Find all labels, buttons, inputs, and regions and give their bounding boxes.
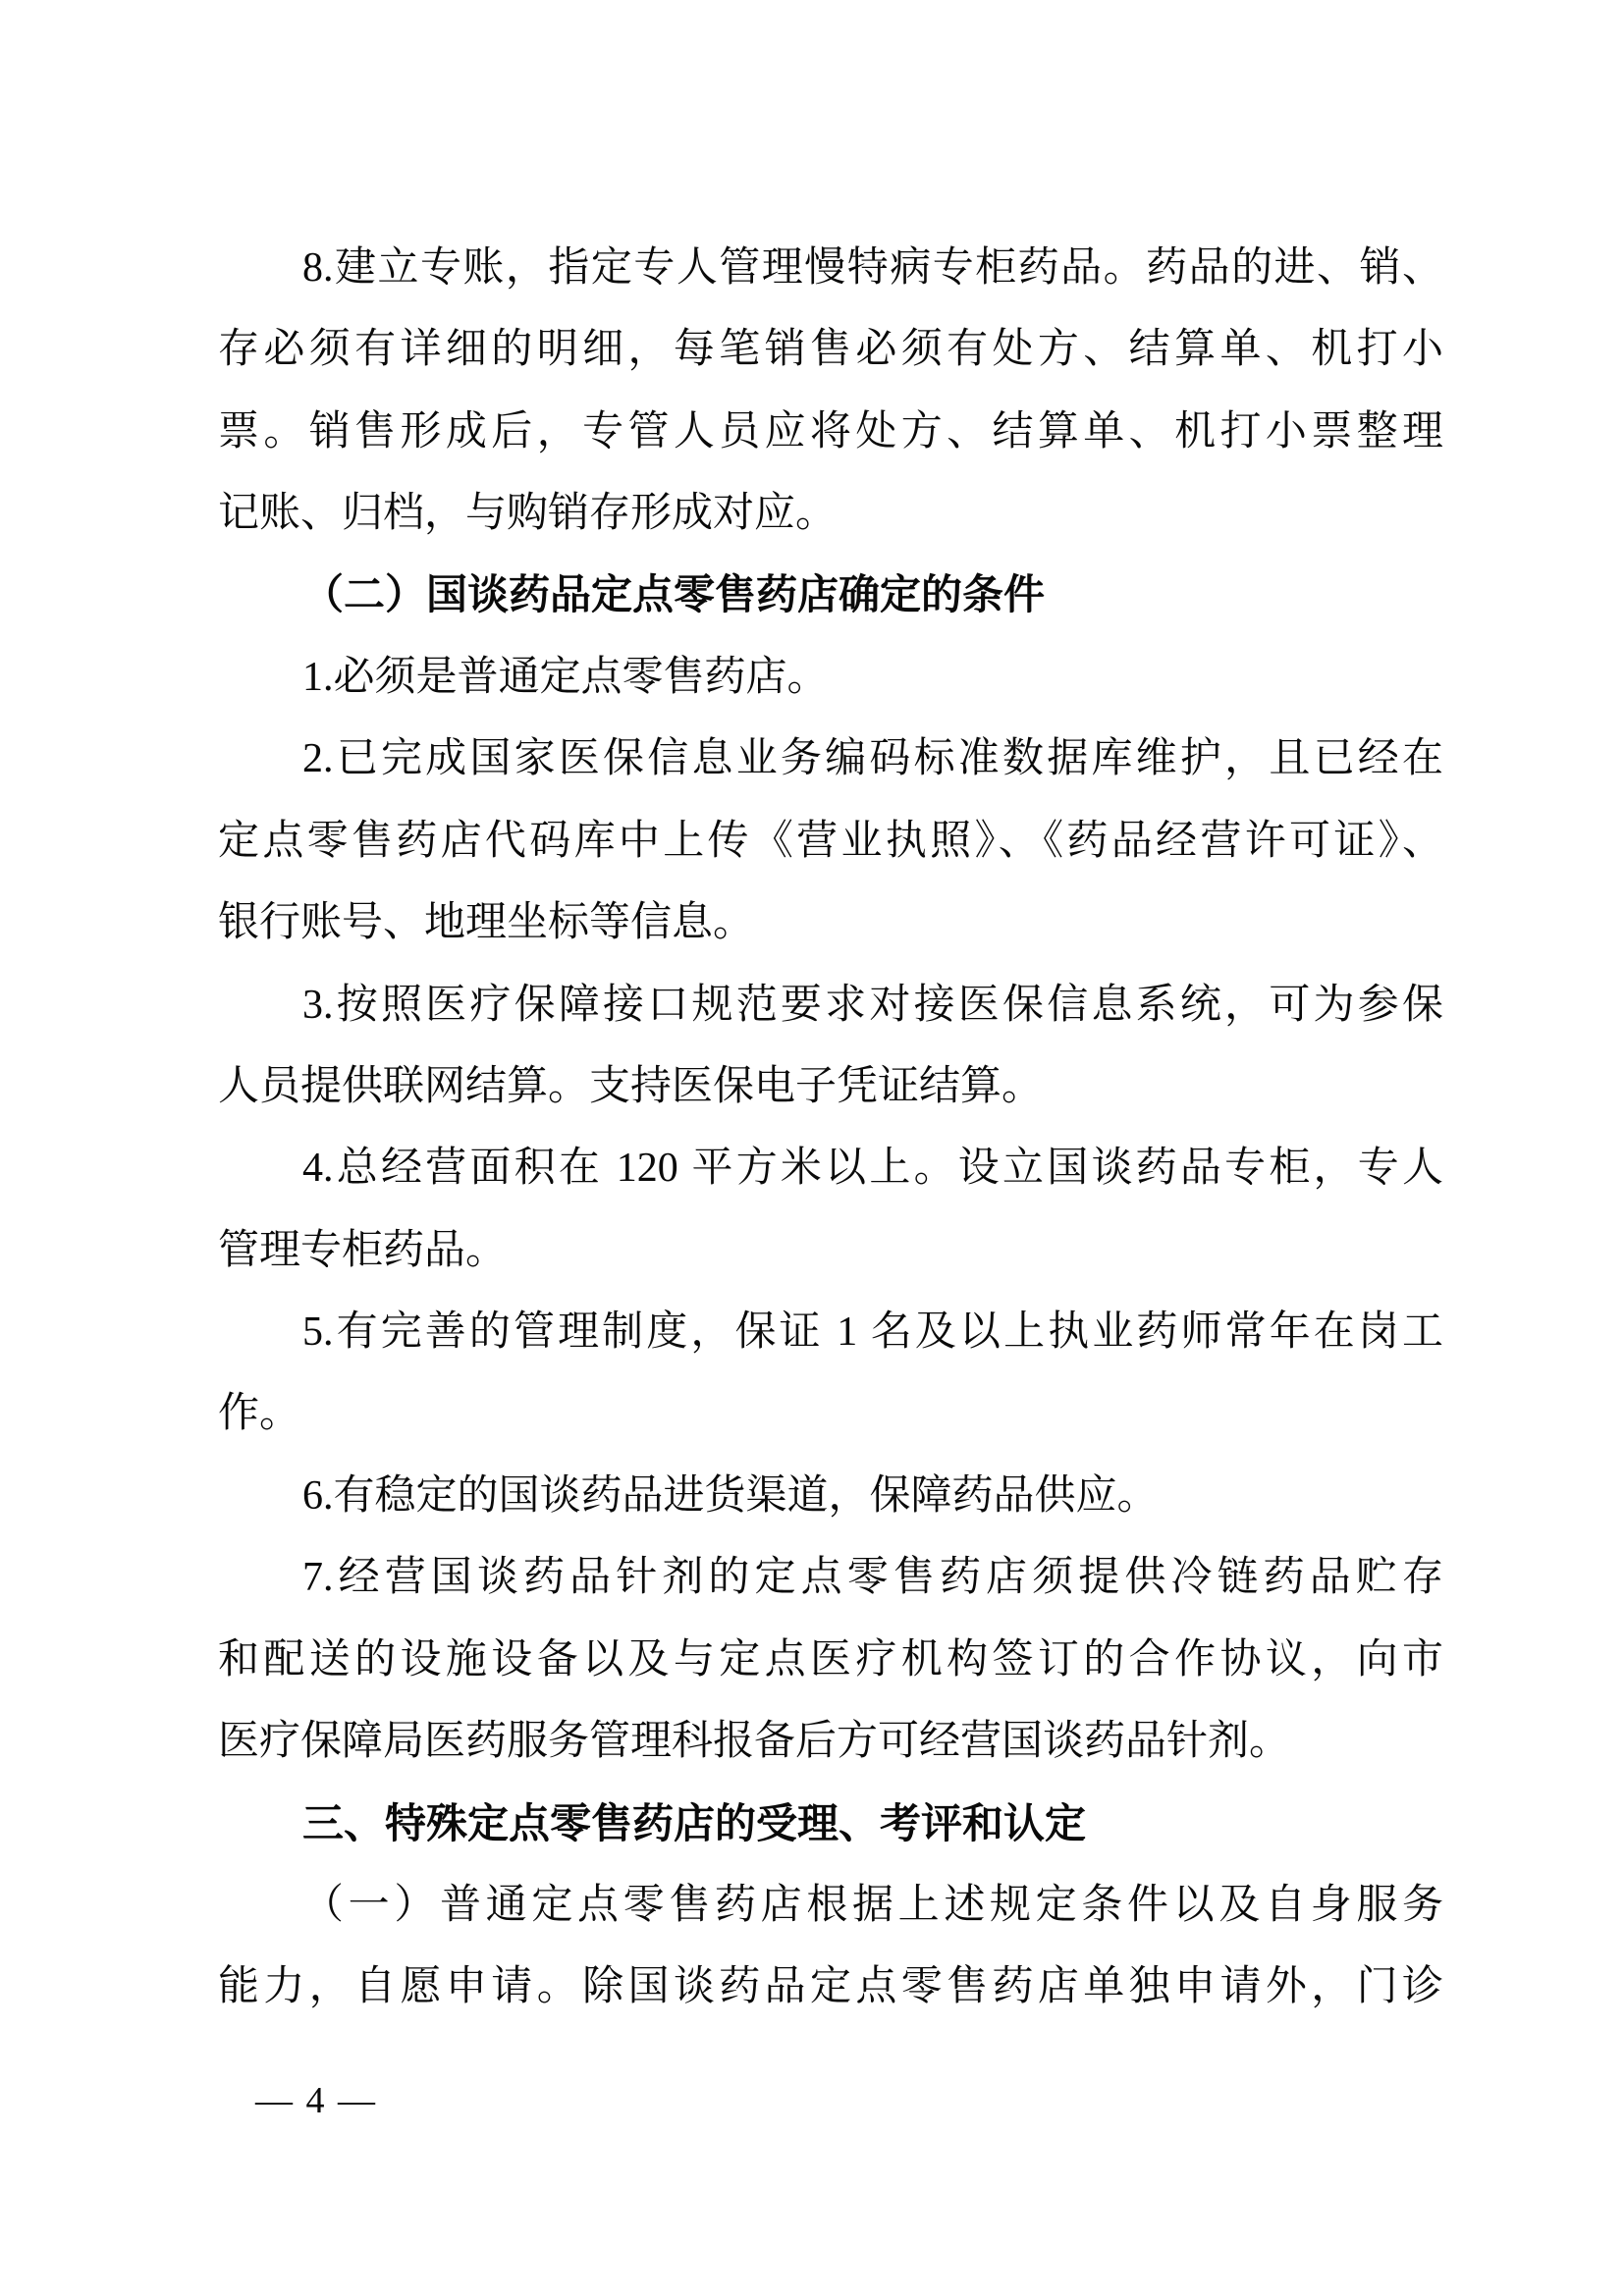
text-line: 人员提供联网结算。支持医保电子凭证结算。 <box>218 1063 1044 1109</box>
text-line: 票。销售形成后，专管人员应将处方、结算单、机打小票整理 <box>218 408 1443 454</box>
page-number: — 4 — <box>255 2080 377 2121</box>
text-line: 能力，自愿申请。除国谈药品定点零售药店单独申请外，门诊 <box>218 1964 1443 2010</box>
text-line: 4.总经营面积在 120 平方米以上。设立国谈药品专柜，专人 <box>302 1146 1443 1192</box>
text-line: 2.已完成国家医保信息业务编码标准数据库维护，且已经在 <box>302 736 1443 782</box>
text-line: 医疗保障局医药服务管理科报备后方可经营国谈药品针剂。 <box>218 1719 1291 1765</box>
document-body <box>218 228 1443 2029</box>
text-line: 管理专柜药品。 <box>218 1227 508 1273</box>
text-line: 和配送的设施设备以及与定点医疗机构签订的合作协议，向市 <box>218 1636 1443 1682</box>
text-line: 7.经营国谈药品针剂的定点零售药店须提供冷链药品贮存 <box>302 1555 1443 1601</box>
text-line: 6.有稳定的国谈药品进货渠道，保障药品供应。 <box>302 1472 1159 1519</box>
text-line: （一）普通定点零售药店根据上述规定条件以及自身服务 <box>302 1882 1443 1928</box>
text-line: 银行账号、地理坐标等信息。 <box>218 900 755 946</box>
section-heading: （二）国谈药品定点零售药店确定的条件 <box>302 572 1046 618</box>
text-line: 记账、归档，与购销存形成对应。 <box>218 491 838 537</box>
text-line: 1.必须是普通定点零售药店。 <box>302 654 829 700</box>
text-line: 存必须有详细的明细，每笔销售必须有处方、结算单、机打小 <box>218 327 1443 373</box>
text-line: 8.建立专账，指定专人管理慢特病专柜药品。药品的进、销、 <box>302 245 1443 291</box>
section-heading: 三、特殊定点零售药店的受理、考评和认定 <box>302 1800 1087 1847</box>
text-line: 定点零售药店代码库中上传《营业执照》、《药品经营许可证》、 <box>218 818 1443 864</box>
text-line: 作。 <box>218 1391 301 1437</box>
text-line: 5.有完善的管理制度，保证 1 名及以上执业药师常年在岗工 <box>302 1309 1443 1356</box>
text-line: 3.按照医疗保障接口规范要求对接医保信息系统，可为参保 <box>302 982 1443 1028</box>
